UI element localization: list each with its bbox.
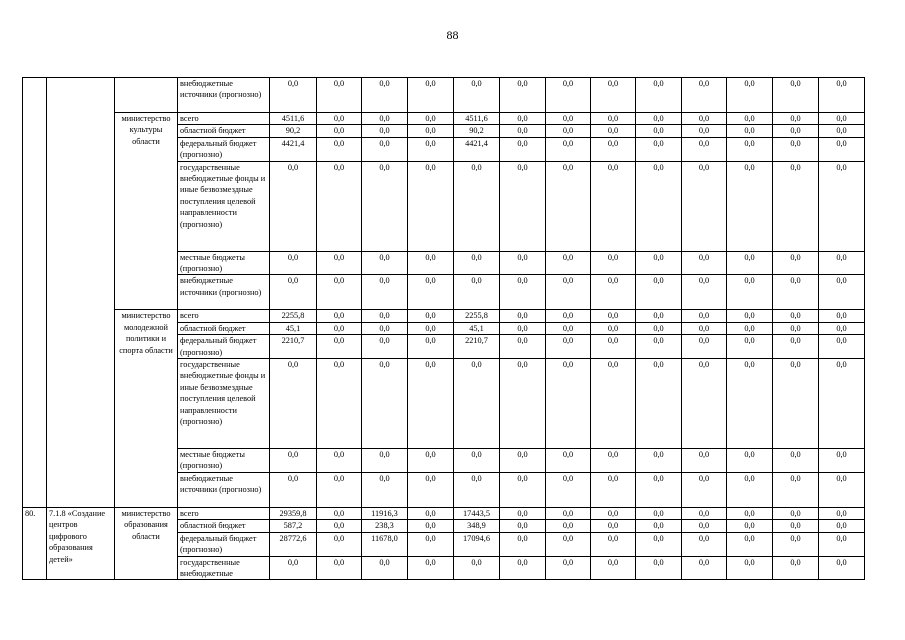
- value-cell: 0,0: [546, 275, 591, 310]
- value-cell: 0,0: [270, 449, 317, 473]
- item-number: 80.: [23, 507, 47, 579]
- value-cell: 0,0: [773, 310, 819, 322]
- value-cell: 0,0: [362, 137, 408, 161]
- value-cell: 0,0: [362, 322, 408, 334]
- value-cell: 0,0: [773, 556, 819, 580]
- value-cell: 0,0: [362, 78, 408, 113]
- value-cell: 0,0: [682, 449, 727, 473]
- value-cell: 11678,0: [362, 532, 408, 556]
- value-cell: 0,0: [773, 322, 819, 334]
- value-cell: 0,0: [317, 507, 362, 519]
- value-cell: 0,0: [727, 359, 773, 449]
- value-cell: 0,0: [591, 472, 636, 507]
- value-cell: 0,0: [546, 78, 591, 113]
- value-cell: 0,0: [362, 556, 408, 580]
- value-cell: 0,0: [591, 275, 636, 310]
- value-cell: 0,0: [682, 137, 727, 161]
- value-cell: 0,0: [546, 322, 591, 334]
- value-cell: 0,0: [682, 322, 727, 334]
- value-cell: 0,0: [773, 251, 819, 275]
- value-cell: 0,0: [819, 359, 865, 449]
- value-cell: 11916,3: [362, 507, 408, 519]
- value-cell: 0,0: [408, 125, 454, 137]
- value-cell: 0,0: [727, 322, 773, 334]
- value-cell: 0,0: [819, 335, 865, 359]
- name-cell-empty: [47, 78, 115, 508]
- value-cell: 0,0: [408, 161, 454, 251]
- value-cell: 0,0: [591, 161, 636, 251]
- value-cell: 0,0: [682, 125, 727, 137]
- value-cell: 0,0: [727, 335, 773, 359]
- value-cell: 0,0: [454, 161, 500, 251]
- table-row: [23, 507, 865, 519]
- value-cell: 0,0: [591, 532, 636, 556]
- value-cell: 0,0: [317, 532, 362, 556]
- value-cell: 0,0: [636, 449, 682, 473]
- value-cell: 0,0: [727, 532, 773, 556]
- funding-source: внебюджетные источники (прогнозно): [178, 78, 270, 113]
- value-cell: 0,0: [727, 125, 773, 137]
- value-cell: 0,0: [819, 449, 865, 473]
- value-cell: 0,0: [773, 359, 819, 449]
- value-cell: 0,0: [408, 322, 454, 334]
- value-cell: 0,0: [591, 449, 636, 473]
- value-cell: 0,0: [636, 78, 682, 113]
- value-cell: 0,0: [500, 137, 546, 161]
- value-cell: 0,0: [591, 335, 636, 359]
- value-cell: 4511,6: [454, 113, 500, 125]
- funding-source: областной бюджет: [178, 322, 270, 334]
- value-cell: 0,0: [591, 113, 636, 125]
- value-cell: 0,0: [408, 472, 454, 507]
- value-cell: 0,0: [500, 251, 546, 275]
- value-cell: 0,0: [500, 161, 546, 251]
- value-cell: 0,0: [636, 161, 682, 251]
- value-cell: 29359,8: [270, 507, 317, 519]
- value-cell: 0,0: [682, 161, 727, 251]
- value-cell: 0,0: [317, 137, 362, 161]
- value-cell: 0,0: [408, 532, 454, 556]
- value-cell: 0,0: [727, 507, 773, 519]
- value-cell: 0,0: [636, 322, 682, 334]
- value-cell: 0,0: [546, 449, 591, 473]
- value-cell: 0,0: [636, 125, 682, 137]
- value-cell: 0,0: [819, 251, 865, 275]
- funding-source: государственные внебюджетные фонды и иные безвозмездные поступления целевой направленности (прогнозно): [178, 359, 270, 449]
- value-cell: 0,0: [500, 532, 546, 556]
- value-cell: 0,0: [546, 532, 591, 556]
- value-cell: 0,0: [773, 520, 819, 532]
- value-cell: 2210,7: [454, 335, 500, 359]
- value-cell: 0,0: [317, 449, 362, 473]
- value-cell: 0,0: [591, 251, 636, 275]
- funding-source: федеральный бюджет (прогнозно): [178, 137, 270, 161]
- value-cell: 0,0: [636, 359, 682, 449]
- table-row: [23, 310, 865, 322]
- value-cell: 0,0: [636, 310, 682, 322]
- value-cell: 0,0: [500, 310, 546, 322]
- value-cell: 0,0: [500, 113, 546, 125]
- value-cell: 0,0: [362, 359, 408, 449]
- value-cell: 0,0: [636, 113, 682, 125]
- value-cell: 0,0: [454, 556, 500, 580]
- value-cell: 0,0: [591, 310, 636, 322]
- value-cell: 4421,4: [454, 137, 500, 161]
- value-cell: 0,0: [636, 507, 682, 519]
- value-cell: 0,0: [500, 507, 546, 519]
- value-cell: 0,0: [819, 556, 865, 580]
- value-cell: 0,0: [682, 113, 727, 125]
- value-cell: 0,0: [408, 137, 454, 161]
- value-cell: 0,0: [317, 275, 362, 310]
- value-cell: 0,0: [819, 322, 865, 334]
- value-cell: 45,1: [270, 322, 317, 334]
- value-cell: 0,0: [270, 251, 317, 275]
- funding-source: всего: [178, 310, 270, 322]
- value-cell: 0,0: [636, 520, 682, 532]
- value-cell: 0,0: [773, 335, 819, 359]
- value-cell: 0,0: [682, 556, 727, 580]
- value-cell: 0,0: [591, 137, 636, 161]
- value-cell: 0,0: [317, 335, 362, 359]
- value-cell: 0,0: [408, 275, 454, 310]
- value-cell: 0,0: [454, 275, 500, 310]
- value-cell: 4421,4: [270, 137, 317, 161]
- value-cell: 0,0: [546, 161, 591, 251]
- value-cell: 17443,5: [454, 507, 500, 519]
- value-cell: 0,0: [682, 251, 727, 275]
- value-cell: 0,0: [773, 275, 819, 310]
- value-cell: 238,3: [362, 520, 408, 532]
- value-cell: 0,0: [636, 472, 682, 507]
- value-cell: 0,0: [362, 161, 408, 251]
- value-cell: 0,0: [819, 275, 865, 310]
- value-cell: 0,0: [636, 251, 682, 275]
- value-cell: 28772,6: [270, 532, 317, 556]
- value-cell: 0,0: [317, 359, 362, 449]
- value-cell: 0,0: [454, 78, 500, 113]
- value-cell: 0,0: [317, 78, 362, 113]
- value-cell: 0,0: [727, 520, 773, 532]
- funding-source: всего: [178, 507, 270, 519]
- page-number: 88: [446, 28, 459, 42]
- value-cell: 0,0: [819, 520, 865, 532]
- value-cell: 0,0: [682, 472, 727, 507]
- value-cell: 0,0: [546, 520, 591, 532]
- value-cell: 0,0: [270, 78, 317, 113]
- value-cell: 0,0: [500, 449, 546, 473]
- value-cell: 0,0: [408, 310, 454, 322]
- value-cell: 0,0: [362, 335, 408, 359]
- value-cell: 0,0: [500, 335, 546, 359]
- value-cell: 0,0: [454, 472, 500, 507]
- value-cell: 0,0: [270, 161, 317, 251]
- funding-source: областной бюджет: [178, 520, 270, 532]
- value-cell: 0,0: [819, 113, 865, 125]
- value-cell: 0,0: [727, 78, 773, 113]
- value-cell: 0,0: [591, 556, 636, 580]
- value-cell: 0,0: [682, 275, 727, 310]
- value-cell: 0,0: [500, 359, 546, 449]
- value-cell: 0,0: [819, 78, 865, 113]
- value-cell: 0,0: [408, 78, 454, 113]
- value-cell: 0,0: [500, 556, 546, 580]
- value-cell: 0,0: [546, 556, 591, 580]
- value-cell: 0,0: [546, 310, 591, 322]
- value-cell: 0,0: [682, 507, 727, 519]
- value-cell: 0,0: [317, 520, 362, 532]
- value-cell: 0,0: [408, 359, 454, 449]
- value-cell: 0,0: [591, 359, 636, 449]
- budget-table-body: [23, 78, 865, 580]
- value-cell: 0,0: [546, 507, 591, 519]
- value-cell: 0,0: [408, 113, 454, 125]
- value-cell: 0,0: [500, 275, 546, 310]
- value-cell: 0,0: [270, 359, 317, 449]
- value-cell: 0,0: [500, 125, 546, 137]
- value-cell: 0,0: [408, 556, 454, 580]
- value-cell: 0,0: [819, 125, 865, 137]
- value-cell: 0,0: [773, 449, 819, 473]
- value-cell: 0,0: [362, 113, 408, 125]
- value-cell: 0,0: [546, 137, 591, 161]
- value-cell: 0,0: [317, 125, 362, 137]
- value-cell: 0,0: [546, 113, 591, 125]
- value-cell: 0,0: [773, 137, 819, 161]
- value-cell: 0,0: [682, 310, 727, 322]
- value-cell: 0,0: [636, 532, 682, 556]
- value-cell: 0,0: [317, 113, 362, 125]
- value-cell: 0,0: [591, 78, 636, 113]
- value-cell: 0,0: [362, 310, 408, 322]
- value-cell: 0,0: [362, 275, 408, 310]
- value-cell: 0,0: [408, 507, 454, 519]
- budget-table: [22, 77, 865, 580]
- value-cell: 0,0: [682, 335, 727, 359]
- value-cell: 0,0: [773, 125, 819, 137]
- table-row: [23, 78, 865, 113]
- value-cell: 0,0: [546, 251, 591, 275]
- value-cell: 90,2: [454, 125, 500, 137]
- value-cell: 0,0: [636, 556, 682, 580]
- funding-source: местные бюджеты (прогнозно): [178, 251, 270, 275]
- value-cell: 0,0: [362, 472, 408, 507]
- value-cell: 0,0: [636, 275, 682, 310]
- value-cell: 0,0: [773, 472, 819, 507]
- value-cell: 0,0: [727, 449, 773, 473]
- value-cell: 0,0: [454, 359, 500, 449]
- value-cell: 0,0: [727, 310, 773, 322]
- value-cell: 0,0: [773, 161, 819, 251]
- value-cell: 90,2: [270, 125, 317, 137]
- funding-source: государственные внебюджетные: [178, 556, 270, 580]
- value-cell: 2255,8: [270, 310, 317, 322]
- executor-culture: министерство культуры области: [115, 113, 178, 310]
- funding-source: государственные внебюджетные фонды и иные безвозмездные поступления целевой направленности (прогнозно): [178, 161, 270, 251]
- funding-source: внебюджетные источники (прогнозно): [178, 275, 270, 310]
- value-cell: 0,0: [773, 78, 819, 113]
- executor-youth: министерство молодежной политики и спорта области: [115, 310, 178, 507]
- funding-source: всего: [178, 113, 270, 125]
- value-cell: 0,0: [500, 472, 546, 507]
- value-cell: 0,0: [773, 507, 819, 519]
- executor-education: министерство образования области: [115, 507, 178, 579]
- funding-source: областной бюджет: [178, 125, 270, 137]
- value-cell: 0,0: [317, 310, 362, 322]
- value-cell: 0,0: [317, 322, 362, 334]
- value-cell: 0,0: [727, 113, 773, 125]
- value-cell: 0,0: [727, 161, 773, 251]
- value-cell: 0,0: [317, 161, 362, 251]
- funding-source: внебюджетные источники (прогнозно): [178, 472, 270, 507]
- value-cell: 0,0: [591, 507, 636, 519]
- value-cell: 0,0: [819, 310, 865, 322]
- value-cell: 0,0: [500, 78, 546, 113]
- value-cell: 0,0: [682, 532, 727, 556]
- value-cell: 0,0: [546, 359, 591, 449]
- value-cell: 0,0: [819, 472, 865, 507]
- funding-source: местные бюджеты (прогнозно): [178, 449, 270, 473]
- value-cell: 0,0: [362, 125, 408, 137]
- item-name: 7.1.8 «Создание центров цифрового образования детей»: [47, 507, 115, 579]
- executor-cell-empty: [115, 78, 178, 113]
- value-cell: 0,0: [500, 520, 546, 532]
- value-cell: 0,0: [317, 472, 362, 507]
- value-cell: 0,0: [591, 520, 636, 532]
- value-cell: 0,0: [819, 532, 865, 556]
- value-cell: 348,9: [454, 520, 500, 532]
- value-cell: 587,2: [270, 520, 317, 532]
- value-cell: 0,0: [317, 556, 362, 580]
- value-cell: 0,0: [636, 335, 682, 359]
- value-cell: 0,0: [454, 251, 500, 275]
- value-cell: 0,0: [727, 556, 773, 580]
- value-cell: 0,0: [454, 449, 500, 473]
- value-cell: 0,0: [591, 125, 636, 137]
- value-cell: 0,0: [408, 520, 454, 532]
- value-cell: 4511,6: [270, 113, 317, 125]
- value-cell: 0,0: [727, 137, 773, 161]
- value-cell: 0,0: [682, 78, 727, 113]
- value-cell: 0,0: [819, 507, 865, 519]
- value-cell: 0,0: [591, 322, 636, 334]
- value-cell: 17094,6: [454, 532, 500, 556]
- value-cell: 2255,8: [454, 310, 500, 322]
- value-cell: 0,0: [727, 275, 773, 310]
- value-cell: 0,0: [408, 449, 454, 473]
- value-cell: 0,0: [546, 472, 591, 507]
- value-cell: 0,0: [773, 532, 819, 556]
- value-cell: 2210,7: [270, 335, 317, 359]
- value-cell: 0,0: [819, 161, 865, 251]
- value-cell: 0,0: [270, 556, 317, 580]
- value-cell: 0,0: [362, 251, 408, 275]
- value-cell: 0,0: [727, 472, 773, 507]
- value-cell: 0,0: [636, 137, 682, 161]
- number-cell-empty: [23, 78, 47, 508]
- value-cell: 0,0: [408, 335, 454, 359]
- table-row: [23, 113, 865, 125]
- value-cell: 0,0: [270, 472, 317, 507]
- value-cell: 0,0: [682, 359, 727, 449]
- value-cell: 0,0: [819, 137, 865, 161]
- value-cell: 45,1: [454, 322, 500, 334]
- value-cell: 0,0: [317, 251, 362, 275]
- funding-source: федеральный бюджет (прогнозно): [178, 532, 270, 556]
- value-cell: 0,0: [546, 125, 591, 137]
- value-cell: 0,0: [270, 275, 317, 310]
- value-cell: 0,0: [773, 113, 819, 125]
- value-cell: 0,0: [362, 449, 408, 473]
- value-cell: 0,0: [500, 322, 546, 334]
- value-cell: 0,0: [682, 520, 727, 532]
- value-cell: 0,0: [727, 251, 773, 275]
- value-cell: 0,0: [408, 251, 454, 275]
- funding-source: федеральный бюджет (прогнозно): [178, 335, 270, 359]
- value-cell: 0,0: [546, 335, 591, 359]
